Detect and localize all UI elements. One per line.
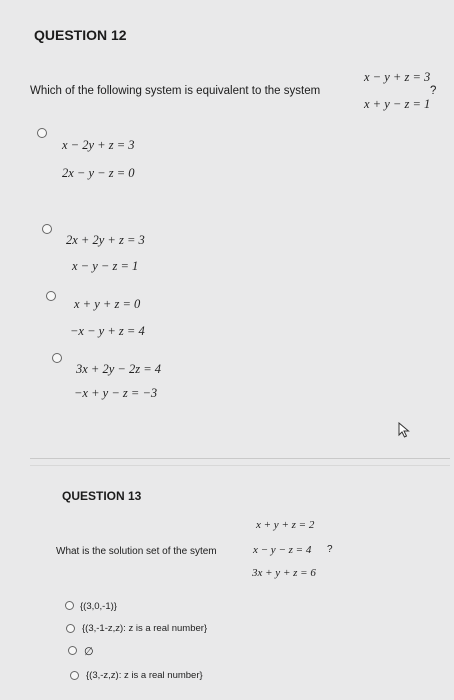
q13-option-b-label: {(3,-1-z,z): z is a real number} bbox=[82, 623, 208, 634]
q13-option-c-label: ∅ bbox=[84, 646, 94, 658]
q12-option-c-radio[interactable] bbox=[46, 291, 56, 301]
q13-option-a-label: {(3,0,-1)} bbox=[80, 601, 117, 612]
mouse-cursor-icon bbox=[398, 422, 410, 438]
q12-option-b-radio[interactable] bbox=[42, 224, 52, 234]
q12-system-eq1: x − y + z = 3 bbox=[364, 70, 431, 84]
q12-option-a-radio[interactable] bbox=[37, 128, 47, 138]
q12-option-d-eq2: −x + y − z = −3 bbox=[74, 386, 158, 400]
q12-option-a-eq1: x − 2y + z = 3 bbox=[62, 138, 135, 152]
q12-option-d-radio[interactable] bbox=[52, 353, 62, 363]
q12-option-b-eq2: x − y − z = 1 bbox=[72, 259, 139, 273]
question-divider-secondary bbox=[30, 465, 450, 466]
q12-option-d-eq1: 3x + 2y − 2z = 4 bbox=[76, 362, 162, 376]
q13-option-a-radio[interactable] bbox=[65, 601, 74, 610]
question-13-prompt: What is the solution set of the sytem bbox=[56, 546, 217, 557]
q13-option-d-radio[interactable] bbox=[70, 671, 79, 680]
q12-question-mark: ? bbox=[430, 85, 437, 97]
q13-system-eq3: 3x + y + z = 6 bbox=[252, 567, 316, 579]
q12-option-c-eq1: x + y + z = 0 bbox=[74, 297, 141, 311]
q12-option-a-eq2: 2x − y − z = 0 bbox=[62, 166, 135, 180]
q13-option-d-label: {(3,-z,z): z is a real number} bbox=[86, 670, 203, 681]
q13-option-b-radio[interactable] bbox=[66, 624, 75, 633]
q13-option-c-radio[interactable] bbox=[68, 646, 77, 655]
question-12-title: QUESTION 12 bbox=[34, 27, 127, 43]
q13-question-mark: ? bbox=[327, 544, 333, 555]
q12-option-c-eq2: −x − y + z = 4 bbox=[70, 324, 145, 338]
question-13-title: QUESTION 13 bbox=[62, 489, 142, 503]
q13-system-eq1: x + y + z = 2 bbox=[256, 519, 315, 531]
q12-system-eq2: x + y − z = 1 bbox=[364, 97, 431, 111]
question-12-prompt: Which of the following system is equivalent to the system bbox=[30, 85, 321, 97]
q12-option-b-eq1: 2x + 2y + z = 3 bbox=[66, 233, 145, 247]
q13-system-eq2: x − y − z = 4 bbox=[253, 544, 312, 556]
question-divider bbox=[30, 458, 450, 459]
